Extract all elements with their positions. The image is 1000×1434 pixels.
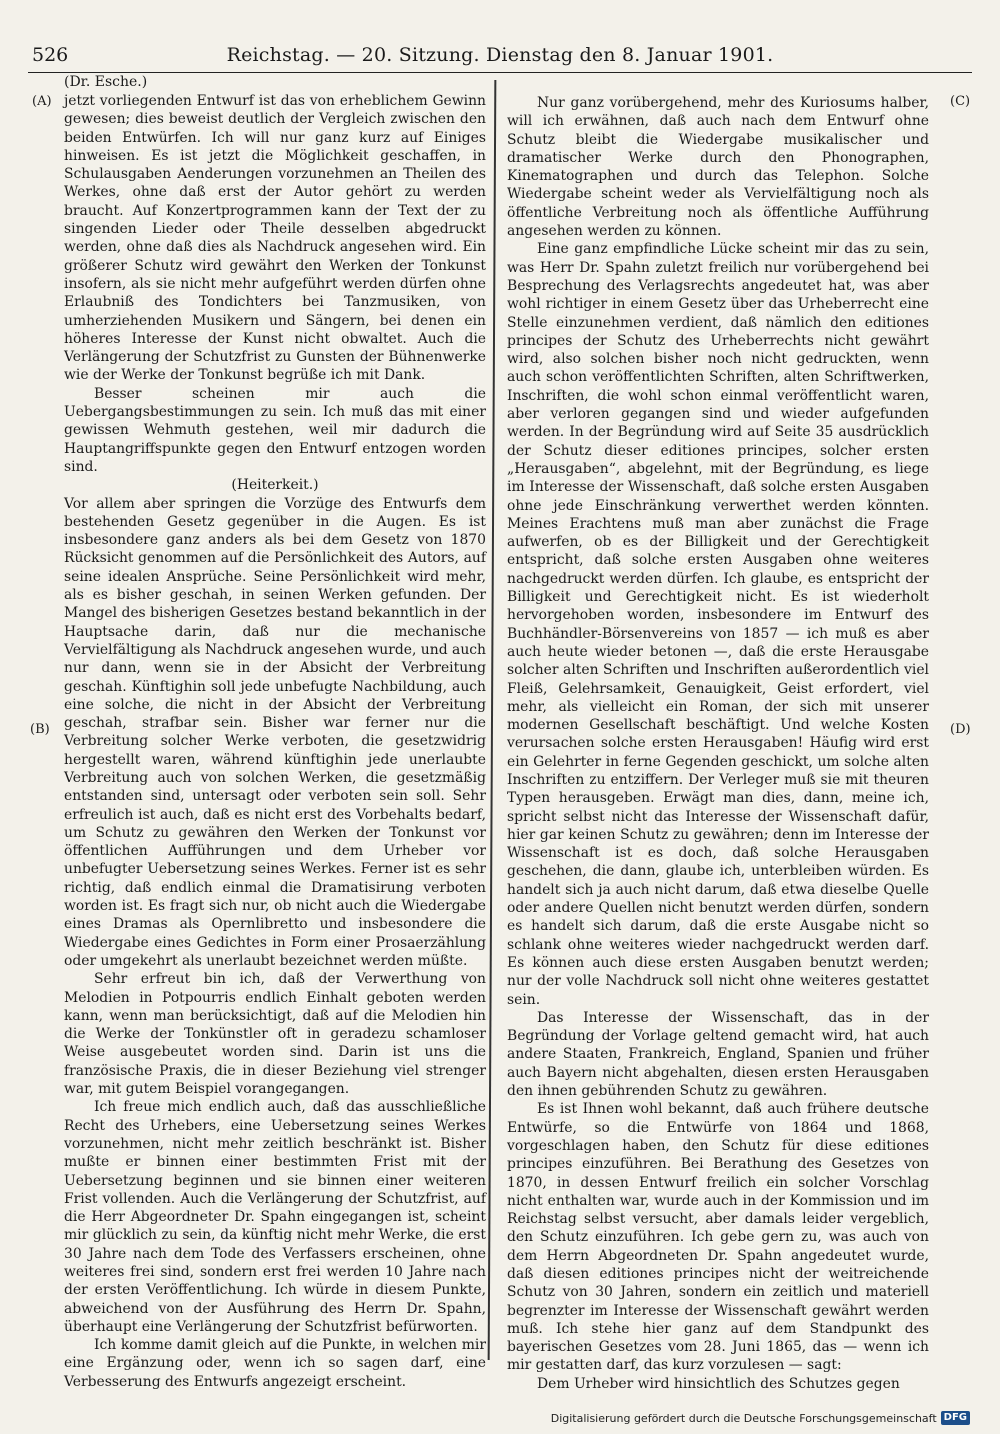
left-column [64, 92, 486, 1391]
page-number: 526 [32, 44, 69, 66]
paragraph: Nur ganz vorübergehend, mehr des Kuriosums halber, will ich erwähnen, daß auch nach dem Entwurf ohne Schutz bleibt die Wiedergabe musikalischer und dramatischer Werke durch den Phonographen, Kinematographen und durch das Telephon. Solche Wiedergabe scheint weder als Vervielfältigung noch als öffentliche Verbreitung noch als öffentliche Aufführung angesehen werden zu können. [507, 95, 929, 240]
footer-credit: Digitalisierung gefördert durch die Deutsche Forschungsgemeinschaft [550, 1411, 937, 1425]
margin-mark-b: (B) [30, 722, 50, 737]
paragraph: Sehr erfreut bin ich, daß der Verwerthung von Melodien in Potpourris endlich Einhalt geboten werden kann, wenn man berücksichtigt, daß auf die Melodien hin die Werke der Tonkünstler oft in geradezu schamloser Weise ausgebeutet worden sind. Darin ist uns die französische Praxis, die in dieser Beziehung viel strenger war, mit gutem Beispiel vorangegangen. [64, 971, 486, 1098]
paragraph: Ich freue mich endlich auch, daß das ausschließliche Recht des Urhebers, eine Uebersetzung seines Werkes vorzunehmen, nicht mehr zeitlich beschränkt ist. Bisher mußte er binnen einer bestimmten Frist mit der Uebersetzung beginnen und sie binnen einer weiteren Frist vollenden. Auch die Verlängerung der Schutzfrist, auf die Herr Abgeordneter Dr. Spahn eingegangen ist, scheint mir glücklich zu sein, da künftig nicht mehr Werke, die erst 30 Jahre nach dem Tode des Verfassers erscheinen, ohne weiteres frei sind, sondern erst frei werden 10 Jahre nach der ersten Veröffentlichung. Ich würde in diesem Punkte, abweichend von der Ausführung des Herrn Dr. Spahn, überhaupt eine Verlängerung der Schutzfrist befürworten. [64, 1099, 486, 1335]
header-title: Reichstag. — 20. Sitzung. Dienstag den 8. Januar 1901. [226, 44, 774, 66]
paragraph: Eine ganz empfindliche Lücke scheint mir das zu sein, was Herr Dr. Spahn zuletzt freilich nur vorübergehend bei Besprechung des Verlagsrechts angedeutet hat, was aber wohl richtiger in einem Gesetz über das Urheberrecht eine Stelle einzunehmen verdient, daß nämlich den editiones principes der Schutz des Urheberrechts nicht gewährt wird, also solchen bisher noch nicht gedruckten, wenn auch schon veröffentlichten Schriften, alten Schriftwerken, Inschriften, die wohl schon einmal veröffentlicht waren, aber verloren gegangen sind und wieder aufgefunden werden. In der Begründung wird auf Seite 35 ausdrücklich der Schutz dieser editiones principes, solcher ersten „Herausgaben“, abgelehnt, mit der Begründung, es liege im Interesse der Wissenschaft, daß solche ersten Ausgaben ohne jede Einschränkung verwerthet werden könnten. Meines Erachtens muß man aber zunächst die Frage aufwerfen, ob es der Billigkeit und der Gerechtigkeit entspricht, daß solche ersten Ausgaben ohne weiteres nachgedruckt werden dürfen. Ich glaube, es entspricht der Billigkeit und Gerechtigkeit nicht. Es ist wiederholt hervorgehoben worden, insbesondere im Entwurf des Buchhändler-Börsenvereins von 1857 — ich muß es aber auch heute wieder betonen —, daß die erste Herausgabe solcher alten Schriften und Inschriften außerordentlich viel Fleiß, Gelehrsamkeit, Genauigkeit, Geist erfordert, viel mehr, als vielleicht ein Roman, der sich mit unserer modernen Gesellschaft beschäftigt. Und welche Kosten verursachen solche ersten Herausgaben! Häufig wird erst ein Gelehrter in ferne Gegenden geschickt, um solche alten Inschriften zu entziffern. Der Verleger muß sie mit theuren Typen herausgeben. Erwägt man dies, dann, meine ich, spricht selbst nicht das Interesse der Wissenschaft dafür, hier gar keinen Schutz zu gewähren; denn im Interesse der Wissenschaft ist es doch, daß solche Herausgaben geschehen, die dann, glaube ich, unterbleiben würden. Es handelt sich ja auch nicht darum, daß etwa dieselbe Quelle oder andere Quellen nicht benutzt werden dürfen, sondern es handelt sich darum, daß die erste Ausgabe nicht so schlank ohne weiteres wieder nachgedruckt werden darf. Es können auch diese ersten Ausgaben benutzt werden; nur der volle Nachdruck soll nicht ohne weiteres gestattet sein. [507, 241, 929, 1008]
margin-mark-d: (D) [950, 722, 971, 737]
right-column [507, 94, 929, 1393]
paragraph: Vor allem aber springen die Vorzüge des Entwurfs dem bestehenden Gesetz gegenüber in die Augen. Es ist insbesondere ganz anders als bei dem Gesetz von 1870 Rücksicht genommen auf die Persönlichkeit des Autors, auf seine idealen Ansprüche. Seine Persönlichkeit wird mehr, als es bisher geschah, in seinen Werken gefunden. Der Mangel des bisherigen Gesetzes bestand bekanntlich in der Hauptsache darin, daß nur die mechanische Vervielfältigung als Nachdruck angesehen wurde, und auch nur dann, wenn sie in der Absicht der Verbreitung geschah. Künftighin soll jede unbefugte Nachbildung, auch eine solche, die nicht in der Absicht der Verbreitung geschah, strafbar sein. Bisher war ferner nur die Verbreitung solcher Werke verboten, die gesetzwidrig hergestellt waren, während künftighin jede unerlaubte Verbreitung auch von solchen Werken, die gesetzmäßig entstanden sind, untersagt oder verboten sein soll. Sehr erfreulich ist auch, daß es nicht erst des Vorbehalts bedarf, um Schutz zu gewähren den Werken der Tonkunst vor öffentlichen Aufführungen und dem Urheber vor unbefugter Uebersetzung seines Werkes. Ferner ist es sehr richtig, daß endlich einmal die Dramatisirung verboten worden ist. Es fragt sich nur, ob nicht auch die Wiedergabe eines Dramas als Opernlibretto und insbesondere die Wiedergabe eines Gedichtes in Form einer Prosaerzählung oder umgekehrt als unerlaubt bezeichnet werden müßte. [64, 495, 486, 969]
paragraph: jetzt vorliegenden Entwurf ist das von erheblichem Gewinn gewesen; dies beweist deutlich der Vergleich zwischen den beiden Entwürfen. Ich will nur ganz kurz auf Einiges hinweisen. Es ist jetzt die Möglichkeit geschaffen, in Schulausgaben Aenderungen vorzunehmen an Theilen des Werkes, ohne daß erst der Autor gehört zu werden braucht. Auf Konzertprogrammen kann der Text der zu singenden Lieder oder Theile desselben abgedruckt werden, ohne daß dies als Nachdruck angesehen wird. Ein größerer Schutz wird gewährt den Werken der Tonkunst insofern, als sie nicht mehr aufgeführt werden dürfen ohne Erlaubniß des Tondichters bei Tanzmusiken, von umherziehenden Musikern und Sängern, bei denen ein höheres Interesse der Kunst nicht obwaltet. Auch die Verlängerung der Schutzfrist zu Gunsten der Bühnenwerke wie der Werke der Tonkunst begrüße ich mit Dank. [64, 93, 486, 384]
interjection: (Heiterkeit.) [231, 477, 319, 494]
paragraph: Das Interesse der Wissenschaft, das in der Begründung der Vorlage geltend gemacht wird, hat auch andere Staaten, Frankreich, England, Spanien und früher auch Bayern nicht abgehalten, diesen ersten Herausgaben den ihnen gebührenden Schutz zu gewähren. [507, 1009, 929, 1100]
paragraph: Ich komme damit gleich auf die Punkte, in welchen mir eine Ergänzung oder, wenn ich so sagen darf, eine Verbesserung des Entwurfs angezeigt erscheint. [64, 1337, 486, 1390]
paragraph: Dem Urheber wird hinsichtlich des Schutzes gegen [537, 1375, 900, 1392]
margin-mark-a: (A) [32, 94, 52, 109]
speaker-label: (Dr. Esche.) [64, 74, 148, 90]
margin-mark-c: (C) [950, 94, 971, 109]
column-divider [488, 80, 497, 1360]
dfg-logo-icon: DFG [941, 1411, 970, 1425]
page-header [28, 44, 972, 73]
paragraph: Es ist Ihnen wohl bekannt, daß auch frühere deutsche Entwürfe, so die Entwürfe von 1864 und 1868, vorgeschlagen haben, den Schutz für diese editiones principes einzuführen. Bei Berathung des Gesetzes von 1870, in dessen Entwurf freilich ein solcher Vorschlag nicht enthalten war, wurde auch in der Kommission und im Reichstag selbst versucht, aber damals leider vergeblich, den Schutz einzuführen. Ich gebe gern zu, was auch von dem Herrn Abgeordneten Dr. Spahn angedeutet wurde, daß diesen editiones principes nicht der weitreichende Schutz von 30 Jahren, sondern ein zeitlich und materiell begrenzter im Interesse der Wissenschaft gewährt werden muß. Ich stehe hier ganz auf dem Standpunkt des bayerischen Gesetzes vom 28. Juni 1865, das — wenn ich mir gestatten darf, das kurz vorzulesen — sagt: [507, 1101, 929, 1374]
paragraph: Besser scheinen mir auch die Uebergangsbestimmungen zu sein. Ich muß das mit einer gewissen Wehmuth gestehen, weil mir dadurch die Hauptangriffspunkte gegen den Entwurf entzogen worden sind. [64, 385, 486, 475]
footer [551, 1411, 970, 1425]
